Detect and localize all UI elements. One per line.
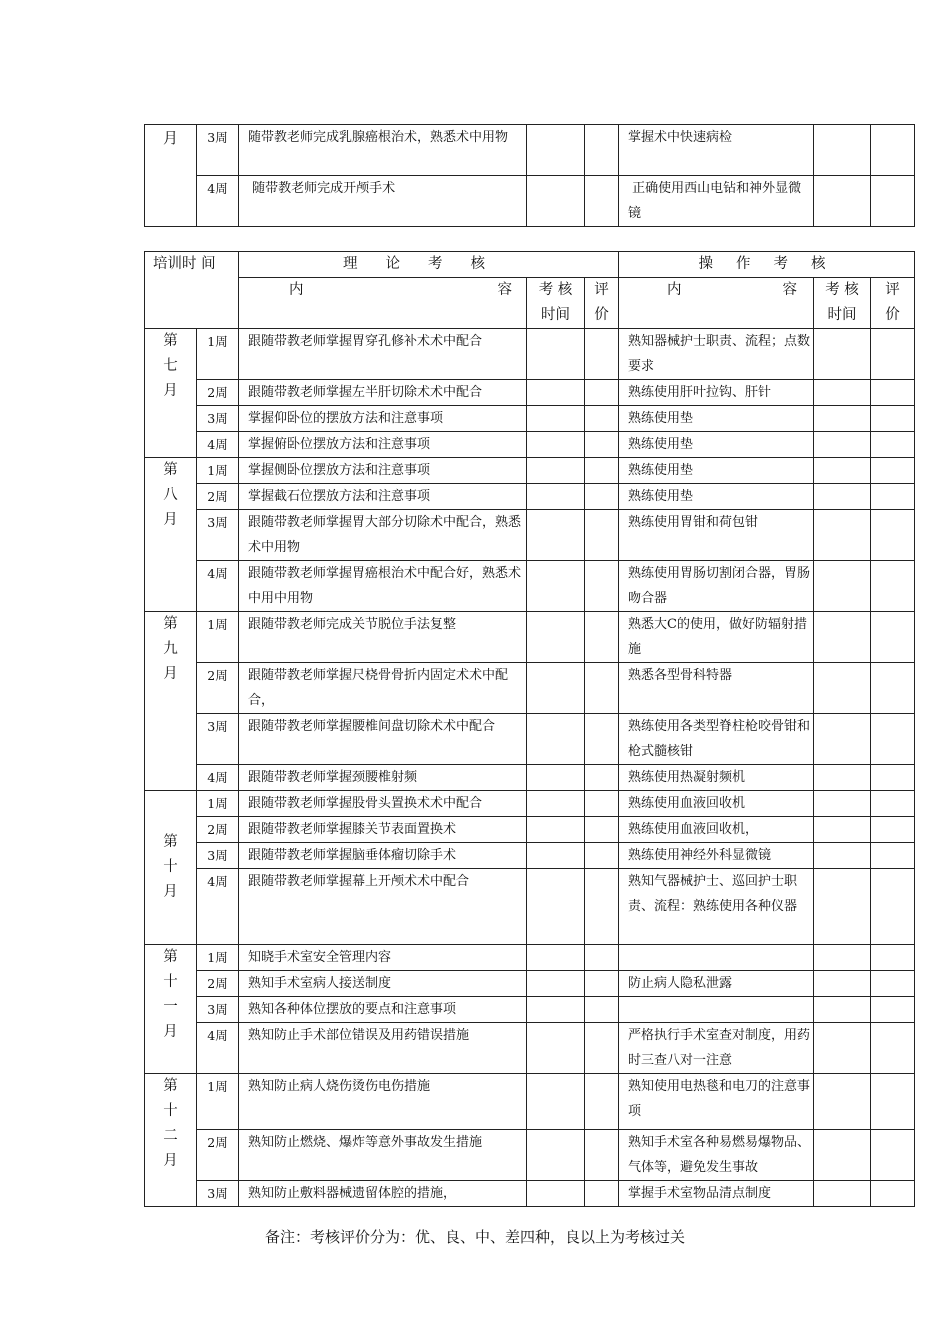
table-row <box>145 997 915 1023</box>
theory-exam-time-cell <box>527 791 585 817</box>
theory-exam-time-cell <box>527 817 585 843</box>
operation-content-cell: 防止病人隐私泄露 <box>619 971 814 997</box>
week-cell: 1周 <box>197 791 239 817</box>
table-row <box>145 714 915 765</box>
header-theory-char: 考 <box>428 256 443 272</box>
header-exam-time-line2: 时间 <box>827 307 857 323</box>
operation-content-cell: 熟练使用血液回收机， <box>619 817 814 843</box>
week-cell: 4周 <box>197 176 239 227</box>
theory-eval-cell <box>585 1130 619 1181</box>
theory-eval-cell <box>585 329 619 380</box>
operation-eval-cell <box>871 791 915 817</box>
operation-eval-cell <box>871 714 915 765</box>
week-cell: 2周 <box>197 971 239 997</box>
operation-eval-cell <box>871 945 915 971</box>
theory-eval-cell <box>585 432 619 458</box>
table-row <box>145 1023 915 1074</box>
operation-content-cell: 熟练使用垫 <box>619 484 814 510</box>
theory-content-cell: 跟随带教老师掌握尺桡骨骨折内固定术术中配合， <box>239 663 527 714</box>
operation-exam-time-cell <box>814 791 871 817</box>
week-cell: 4周 <box>197 1023 239 1074</box>
table-row <box>145 510 915 561</box>
top-table <box>144 124 915 227</box>
week-cell: 4周 <box>197 432 239 458</box>
theory-eval-cell <box>585 125 619 176</box>
theory-eval-cell <box>585 1074 619 1130</box>
operation-exam-time-cell <box>814 484 871 510</box>
theory-eval-cell <box>585 843 619 869</box>
header-theory-char: 核 <box>470 256 486 272</box>
header-eval-line1: 评 <box>594 282 609 298</box>
theory-eval-cell <box>585 869 619 945</box>
theory-exam-time-cell <box>527 125 585 176</box>
theory-exam-time-cell <box>527 612 585 663</box>
theory-exam-time-cell <box>527 663 585 714</box>
week-cell: 2周 <box>197 484 239 510</box>
theory-content-cell: 跟随带教老师掌握颈腰椎射频 <box>239 765 527 791</box>
month-label-char: 八 <box>163 487 178 503</box>
header-operation-char: 核 <box>811 256 826 272</box>
operation-exam-time-cell <box>814 329 871 380</box>
operation-eval-cell <box>871 432 915 458</box>
month-label-char: 第 <box>163 616 178 632</box>
theory-content-cell: 跟随带教老师掌握腰椎间盘切除术术中配合 <box>239 714 527 765</box>
operation-content-cell: 熟练使用肝叶拉钩、肝针 <box>619 380 814 406</box>
theory-content-cell: 掌握仰卧位的摆放方法和注意事项 <box>239 406 527 432</box>
header-period <box>145 252 239 329</box>
operation-content-cell: 熟悉大C的使用，做好防辐射措施 <box>619 612 814 663</box>
theory-eval-cell <box>585 612 619 663</box>
theory-content-cell: 随带教老师完成乳腺癌根治术，熟悉术中用物 <box>239 125 527 176</box>
theory-content-cell: 跟随带教老师完成关节脱位手法复整 <box>239 612 527 663</box>
header-operation-char: 考 <box>773 256 789 272</box>
theory-eval-cell <box>585 817 619 843</box>
table-row <box>145 817 915 843</box>
header-operation-content <box>619 278 814 329</box>
theory-eval-cell <box>585 945 619 971</box>
operation-eval-cell <box>871 663 915 714</box>
week-cell: 3周 <box>197 510 239 561</box>
table-row <box>145 561 915 612</box>
week-cell: 3周 <box>197 843 239 869</box>
theory-eval-cell <box>585 1023 619 1074</box>
theory-content-cell: 熟知防止敷料器械遗留体腔的措施， <box>239 1181 527 1207</box>
week-cell: 1周 <box>197 1074 239 1130</box>
operation-exam-time-cell <box>814 1181 871 1207</box>
operation-content-cell: 熟知使用电热毯和电刀的注意事项 <box>619 1074 814 1130</box>
theory-content-cell: 掌握截石位摆放方法和注意事项 <box>239 484 527 510</box>
month-label <box>145 612 197 791</box>
operation-eval-cell <box>871 561 915 612</box>
operation-exam-time-cell <box>814 765 871 791</box>
operation-eval-cell <box>871 125 915 176</box>
theory-content-cell: 跟随带教老师掌握左半肝切除术术中配合 <box>239 380 527 406</box>
month-label-char: 月 <box>163 666 178 682</box>
theory-exam-time-cell <box>527 1130 585 1181</box>
operation-exam-time-cell <box>814 432 871 458</box>
operation-eval-cell <box>871 458 915 484</box>
operation-eval-cell <box>871 406 915 432</box>
operation-exam-time-cell <box>814 1074 871 1130</box>
operation-content-cell: 熟练使用神经外科显微镜 <box>619 843 814 869</box>
theory-eval-cell <box>585 176 619 227</box>
header-theory-char: 论 <box>385 256 401 272</box>
month-label-char: 第 <box>163 834 178 850</box>
month-label <box>145 329 197 458</box>
theory-eval-cell <box>585 380 619 406</box>
theory-eval-cell <box>585 484 619 510</box>
theory-content-cell: 掌握侧卧位摆放方法和注意事项 <box>239 458 527 484</box>
theory-content-cell: 掌握俯卧位摆放方法和注意事项 <box>239 432 527 458</box>
operation-content-cell: 熟悉各型骨科特器 <box>619 663 814 714</box>
week-cell: 3周 <box>197 997 239 1023</box>
theory-exam-time-cell <box>527 510 585 561</box>
operation-exam-time-cell <box>814 945 871 971</box>
header-eval-line2: 价 <box>594 307 609 323</box>
header-content-left: 内 <box>667 282 682 298</box>
week-cell: 3周 <box>197 1181 239 1207</box>
operation-eval-cell <box>871 843 915 869</box>
operation-eval-cell <box>871 484 915 510</box>
footnote: 备注：考核评价分为：优、良、中、差四种，良以上为考核过关 <box>264 1228 685 1246</box>
header-eval-line1: 评 <box>885 282 900 298</box>
week-cell: 2周 <box>197 1130 239 1181</box>
header-operation-exam <box>619 252 915 278</box>
month-label-char: 月 <box>163 512 178 528</box>
week-cell: 1周 <box>197 945 239 971</box>
operation-exam-time-cell <box>814 663 871 714</box>
month-label <box>145 945 197 1074</box>
month-label-char: 第 <box>163 1078 178 1094</box>
header-theory-exam-time <box>527 278 585 329</box>
operation-content-cell <box>619 997 814 1023</box>
header-content-left: 内 <box>289 282 304 298</box>
operation-content-cell: 熟练使用垫 <box>619 406 814 432</box>
operation-eval-cell <box>871 869 915 945</box>
table-row <box>145 843 915 869</box>
week-cell: 4周 <box>197 869 239 945</box>
theory-exam-time-cell <box>527 997 585 1023</box>
operation-exam-time-cell <box>814 714 871 765</box>
month-label-char: 月 <box>163 1153 178 1169</box>
theory-content-cell: 熟知各种体位摆放的要点和注意事项 <box>239 997 527 1023</box>
header-operation-char: 作 <box>736 256 751 272</box>
table-row <box>145 406 915 432</box>
header-exam-time-line2: 时间 <box>541 307 571 323</box>
header-eval-line2: 价 <box>885 307 900 323</box>
week-cell: 2周 <box>197 380 239 406</box>
operation-content-cell: 严格执行手术室查对制度，用药时三查八对一注意 <box>619 1023 814 1074</box>
operation-exam-time-cell <box>814 510 871 561</box>
theory-exam-time-cell <box>527 561 585 612</box>
operation-content-cell: 熟练使用热凝射频机 <box>619 765 814 791</box>
header-theory-exam <box>239 252 619 278</box>
operation-exam-time-cell <box>814 1130 871 1181</box>
table-row <box>145 945 915 971</box>
table-row <box>145 791 915 817</box>
month-label-char: 一 <box>163 999 178 1015</box>
theory-eval-cell <box>585 714 619 765</box>
week-cell: 3周 <box>197 406 239 432</box>
week-cell: 1周 <box>197 458 239 484</box>
operation-content-cell: 熟知气器械护士、巡回护士职责、流程：熟练使用各种仪器 <box>619 869 814 945</box>
month-label-char: 二 <box>163 1128 178 1144</box>
week-cell: 1周 <box>197 329 239 380</box>
training-schedule-table <box>144 251 915 1207</box>
operation-content-cell: 掌握手术室物品清点制度 <box>619 1181 814 1207</box>
theory-eval-cell <box>585 510 619 561</box>
month-label: 月 <box>145 125 197 227</box>
theory-exam-time-cell <box>527 714 585 765</box>
header-theory-char: 理 <box>343 256 358 272</box>
operation-exam-time-cell <box>814 176 871 227</box>
operation-eval-cell <box>871 1181 915 1207</box>
month-label-char: 第 <box>163 949 178 965</box>
table-row <box>145 663 915 714</box>
week-cell: 3周 <box>197 714 239 765</box>
week-cell: 3周 <box>197 125 239 176</box>
operation-eval-cell <box>871 176 915 227</box>
operation-eval-cell <box>871 971 915 997</box>
table-row <box>145 380 915 406</box>
header-theory-content <box>239 278 527 329</box>
operation-exam-time-cell <box>814 817 871 843</box>
operation-exam-time-cell <box>814 561 871 612</box>
operation-content-cell: 熟练使用垫 <box>619 432 814 458</box>
operation-exam-time-cell <box>814 997 871 1023</box>
theory-exam-time-cell <box>527 484 585 510</box>
table-row <box>145 1130 915 1181</box>
operation-eval-cell <box>871 1074 915 1130</box>
theory-content-cell: 熟知防止燃烧、爆炸等意外事故发生措施 <box>239 1130 527 1181</box>
operation-exam-time-cell <box>814 406 871 432</box>
theory-eval-cell <box>585 971 619 997</box>
theory-content-cell: 跟随带教老师掌握幕上开颅术术中配合 <box>239 869 527 945</box>
month-label <box>145 1074 197 1207</box>
operation-eval-cell <box>871 1130 915 1181</box>
table-row <box>145 765 915 791</box>
operation-exam-time-cell <box>814 869 871 945</box>
theory-content-cell: 熟知防止病人烧伤烫伤电伤措施 <box>239 1074 527 1130</box>
operation-eval-cell <box>871 765 915 791</box>
operation-exam-time-cell <box>814 612 871 663</box>
theory-exam-time-cell <box>527 176 585 227</box>
header-operation-eval <box>871 278 915 329</box>
month-label <box>145 791 197 945</box>
theory-exam-time-cell <box>527 380 585 406</box>
operation-content-cell: 正确使用西山电钻和神外显微镜 <box>619 176 814 227</box>
theory-exam-time-cell <box>527 1074 585 1130</box>
theory-eval-cell <box>585 791 619 817</box>
theory-content-cell: 跟随带教老师掌握脑垂体瘤切除手术 <box>239 843 527 869</box>
week-cell: 1周 <box>197 612 239 663</box>
operation-content-cell: 熟练使用垫 <box>619 458 814 484</box>
month-label-char: 第 <box>163 462 178 478</box>
operation-exam-time-cell <box>814 458 871 484</box>
month-label-char: 十 <box>163 859 178 875</box>
theory-exam-time-cell <box>527 1181 585 1207</box>
month-label-char: 七 <box>163 358 178 374</box>
table-row <box>145 1181 915 1207</box>
theory-eval-cell <box>585 663 619 714</box>
operation-content-cell <box>619 945 814 971</box>
theory-exam-time-cell <box>527 458 585 484</box>
header-exam-time-line1: 考 核 <box>538 282 573 298</box>
theory-eval-cell <box>585 561 619 612</box>
operation-eval-cell <box>871 1023 915 1074</box>
operation-exam-time-cell <box>814 380 871 406</box>
table-row <box>145 869 915 945</box>
theory-exam-time-cell <box>527 765 585 791</box>
schedule-body <box>145 329 915 1207</box>
theory-exam-time-cell <box>527 1023 585 1074</box>
theory-exam-time-cell <box>527 329 585 380</box>
table-row <box>145 1074 915 1130</box>
operation-content-cell: 熟练使用胃钳和荷包钳 <box>619 510 814 561</box>
operation-content-cell: 熟练使用血液回收机 <box>619 791 814 817</box>
table-row <box>145 329 915 380</box>
operation-content-cell: 熟知器械护士职责、流程；点数要求 <box>619 329 814 380</box>
theory-exam-time-cell <box>527 869 585 945</box>
week-cell: 2周 <box>197 817 239 843</box>
operation-eval-cell <box>871 997 915 1023</box>
operation-eval-cell <box>871 329 915 380</box>
theory-eval-cell <box>585 458 619 484</box>
header-theory-eval <box>585 278 619 329</box>
operation-exam-time-cell <box>814 1023 871 1074</box>
theory-content-cell: 知晓手术室安全管理内容 <box>239 945 527 971</box>
operation-content-cell: 熟知手术室各种易燃易爆物品、气体等，避免发生事故 <box>619 1130 814 1181</box>
theory-content-cell: 跟随带教老师掌握股骨头置换术术中配合 <box>239 791 527 817</box>
operation-eval-cell <box>871 510 915 561</box>
month-label-char: 十 <box>163 1103 178 1119</box>
table-row <box>145 432 915 458</box>
theory-content-cell: 跟随带教老师掌握胃大部分切除术中配合，熟悉术中用物 <box>239 510 527 561</box>
theory-eval-cell <box>585 765 619 791</box>
week-cell: 4周 <box>197 765 239 791</box>
operation-exam-time-cell <box>814 971 871 997</box>
month-label-char: 十 <box>163 974 178 990</box>
theory-exam-time-cell <box>527 971 585 997</box>
theory-eval-cell <box>585 406 619 432</box>
header-operation-exam-time <box>814 278 871 329</box>
month-label-char: 第 <box>163 333 178 349</box>
month-label <box>145 458 197 612</box>
theory-eval-cell <box>585 997 619 1023</box>
theory-content-cell: 跟随带教老师掌握胃穿孔修补术术中配合 <box>239 329 527 380</box>
theory-content-cell: 跟随带教老师掌握膝关节表面置换术 <box>239 817 527 843</box>
theory-exam-time-cell <box>527 843 585 869</box>
header-content-right: 容 <box>782 282 798 298</box>
month-label-char: 九 <box>163 641 178 657</box>
operation-content-cell: 掌握术中快速病检 <box>619 125 814 176</box>
theory-exam-time-cell <box>527 432 585 458</box>
header-content-right: 容 <box>497 282 513 298</box>
operation-eval-cell <box>871 380 915 406</box>
operation-eval-cell <box>871 612 915 663</box>
theory-content-cell: 熟知手术室病人接送制度 <box>239 971 527 997</box>
table-row <box>145 971 915 997</box>
header-period-label: 培训时 间 <box>153 256 216 272</box>
operation-exam-time-cell <box>814 843 871 869</box>
table-row <box>145 612 915 663</box>
theory-exam-time-cell <box>527 406 585 432</box>
theory-content-cell: 跟随带教老师掌握胃癌根治术中配合好，熟悉术中用中用物 <box>239 561 527 612</box>
header-exam-time-line1: 考 核 <box>825 282 859 298</box>
theory-exam-time-cell <box>527 945 585 971</box>
operation-exam-time-cell <box>814 125 871 176</box>
operation-eval-cell <box>871 817 915 843</box>
table-row <box>145 458 915 484</box>
theory-content-cell: 随带教老师完成开颅手术 <box>239 176 527 227</box>
month-label-char: 月 <box>163 884 178 900</box>
theory-eval-cell <box>585 1181 619 1207</box>
month-label-char: 月 <box>163 383 178 399</box>
operation-content-cell: 熟练使用各类型脊柱枪咬骨钳和枪式髓核钳 <box>619 714 814 765</box>
header-operation-char: 操 <box>698 256 714 272</box>
operation-content-cell: 熟练使用胃肠切割闭合器，胃肠吻合器 <box>619 561 814 612</box>
table-row <box>145 484 915 510</box>
theory-content-cell: 熟知防止手术部位错误及用药错误措施 <box>239 1023 527 1074</box>
month-label-char: 月 <box>163 1024 178 1040</box>
week-cell: 2周 <box>197 663 239 714</box>
week-cell: 4周 <box>197 561 239 612</box>
